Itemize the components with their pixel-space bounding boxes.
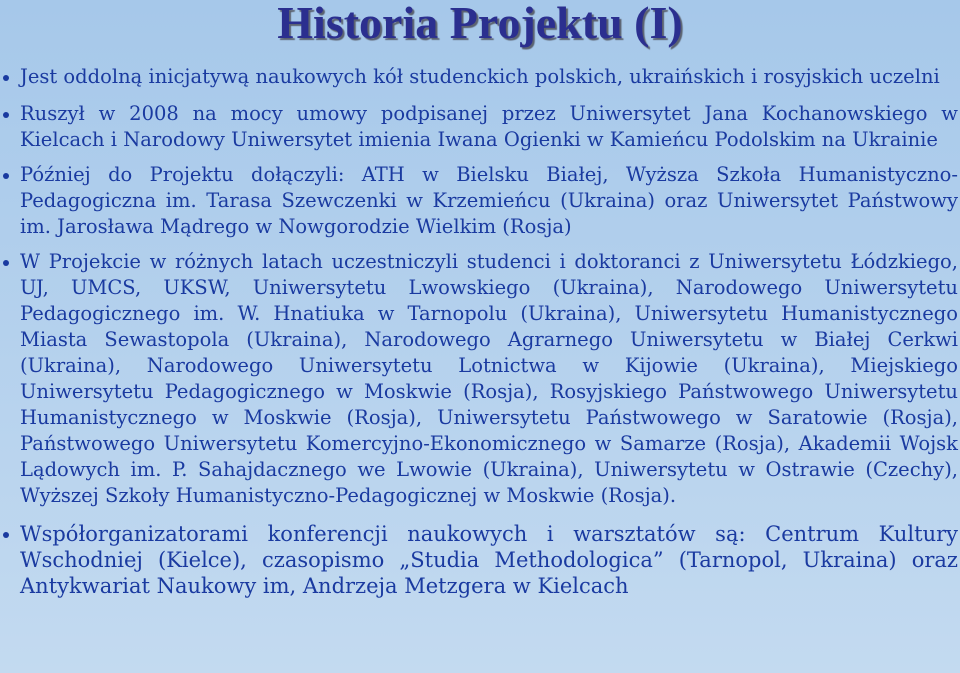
bullet-list	[0, 64, 960, 599]
slide-title: Historia Projektu (I)	[277, 0, 683, 48]
bullet-item: Współorganizatorami konferencji naukowych i warsztatów są: Centrum Kultury Wschodniej (Kielce), czasopismo „Studia Methodologica” (Tarnopol, Ukraina) oraz Antykwariat Naukowy im, Andrzeja Metzgera w Kielcach	[0, 521, 960, 599]
bullet-item: Później do Projektu dołączyli: ATH w Bielsku Białej, Wyższa Szkoła Humanistyczno-Pedagogiczna im. Tarasa Szewczenki w Krzemieńcu (Ukraina) oraz Uniwersytet Państwowy im. Jarosława Mądrego w Nowgorodzie Wielkim (Rosja)	[0, 162, 960, 240]
bullet-item: Jest oddolną inicjatywą naukowych kół studenckich polskich, ukraińskich i rosyjskich uczelni	[0, 64, 960, 90]
bullet-item: Ruszył w 2008 na mocy umowy podpisanej przez Uniwersytet Jana Kochanowskiego w Kielcach i Narodowy Uniwersytet imienia Iwana Ogienki w Kamieńcu Podolskim na Ukrainie	[0, 101, 960, 153]
bullet-item: W Projekcie w różnych latach uczestniczyli studenci i doktoranci z Uniwersytetu Łódzkiego, UJ, UMCS, UKSW, Uniwersytetu Lwowskiego (Ukraina), Narodowego Uniwersytetu Pedagogicznego im. W. Hnatiuka w Tarnopolu (Ukraina), Uniwersytetu Humanistycznego Miasta Sewastopola (Ukraina), Narodowego Agrarnego Uniwersytetu w Białej Cerkwi (Ukraina), Narodowego Uniwersytetu Lotnictwa w Kijowie (Ukraina), Miejskiego Uniwersytetu Pedagogicznego w Moskwie (Rosja), Rosyjskiego Państwowego Uniwersytetu Humanistycznego w Moskwie (Rosja), Uniwersytetu Państwowego w Saratowie (Rosja), Państwowego Uniwersytetu Komercyjno-Ekonomicznego w Samarze (Rosja), Akademii Wojsk Lądowych im. P. Sahajdacznego we Lwowie (Ukraina), Uniwersytetu w Ostrawie (Czechy), Wyższej Szkoły Humanistyczno-Pedagogicznej w Moskwie (Rosja).	[0, 249, 960, 509]
